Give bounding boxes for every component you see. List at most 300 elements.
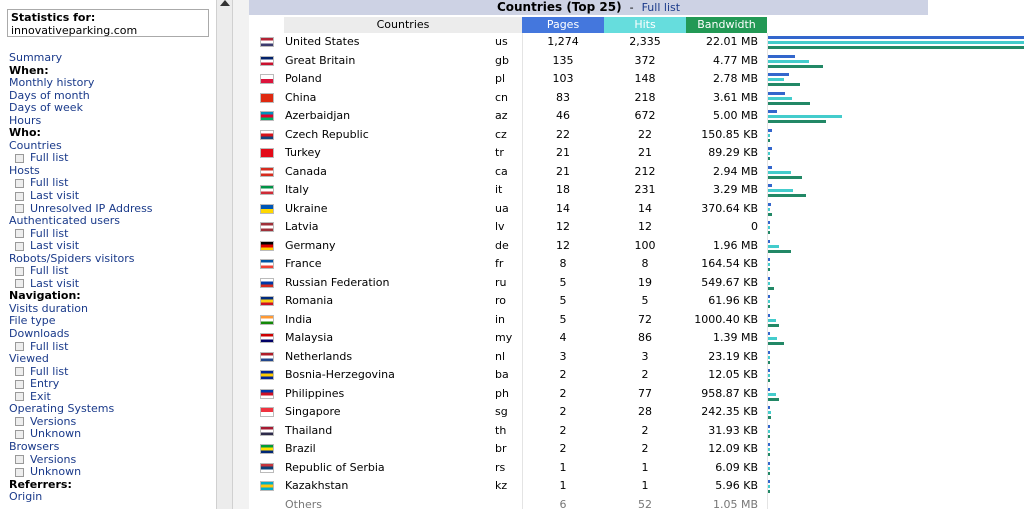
submenu-box-icon (15, 455, 24, 464)
sidebar-item-label: Who: (9, 126, 41, 139)
countries-title-bar (249, 0, 928, 15)
country-name: Russian Federation (285, 274, 389, 293)
bandwidth-value: 150.85 KB (686, 126, 758, 145)
bandwidth-value: 12.05 KB (686, 366, 758, 385)
pages-value: 1 (522, 459, 604, 478)
bandwidth-value: 22.01 MB (686, 33, 758, 52)
sidebar-item-label: Countries (9, 139, 62, 152)
usage-bars (768, 312, 1024, 329)
submenu-box-icon (15, 342, 24, 351)
table-header (249, 17, 1024, 33)
hits-value: 72 (604, 311, 686, 330)
table-row (249, 181, 1024, 200)
sidebar (0, 0, 216, 509)
table-row (249, 107, 1024, 126)
sidebar-item-label: Full list (30, 264, 68, 277)
sidebar-item-label: Versions (30, 453, 76, 466)
hits-bar (768, 226, 770, 229)
stats-for-box (7, 9, 209, 37)
flag-in-icon (260, 315, 274, 325)
usage-bars (768, 404, 1024, 421)
title-separator: - (630, 1, 634, 14)
table-row (249, 385, 1024, 404)
submenu-box-icon (15, 279, 24, 288)
usage-bars (768, 386, 1024, 403)
pages-bar (768, 166, 772, 169)
country-name: Canada (285, 163, 327, 182)
sidebar-item-label: Entry (30, 377, 59, 390)
sidebar-item-label: Full list (30, 340, 68, 353)
hits-bar (768, 485, 770, 488)
stats-for-label: Statistics for: (11, 11, 205, 24)
bandwidth-value: 6.09 KB (686, 459, 758, 478)
bandwidth-bar (768, 398, 779, 401)
bandwidth-bar (768, 65, 823, 68)
usage-bars (768, 275, 1024, 292)
hits-value: 19 (604, 274, 686, 293)
bandwidth-value: 12.09 KB (686, 440, 758, 459)
table-row (249, 200, 1024, 219)
submenu-box-icon (15, 179, 24, 188)
hits-bar (768, 448, 770, 451)
submenu-box-icon (15, 267, 24, 276)
bandwidth-bar (768, 102, 810, 105)
country-code: us (495, 33, 508, 52)
usage-bars (768, 164, 1024, 181)
country-name: United States (285, 33, 360, 52)
table-row (249, 255, 1024, 274)
bandwidth-bar (768, 157, 770, 160)
bandwidth-bar (768, 268, 770, 271)
hits-value: 1 (604, 459, 686, 478)
hits-bar (768, 115, 842, 118)
pages-bar (768, 73, 789, 76)
table-row (249, 329, 1024, 348)
hits-value: 672 (604, 107, 686, 126)
table-row (249, 440, 1024, 459)
country-code: ru (495, 274, 507, 293)
pages-bar (768, 406, 770, 409)
table-row (249, 274, 1024, 293)
country-code: ph (495, 385, 509, 404)
bandwidth-bar (768, 490, 770, 493)
hits-bar (768, 41, 1024, 44)
hits-value: 21 (604, 144, 686, 163)
country-code: pl (495, 70, 505, 89)
flag-my-icon (260, 333, 274, 343)
country-code: kz (495, 477, 507, 496)
flag-fr-icon (260, 259, 274, 269)
bandwidth-value: 549.67 KB (686, 274, 758, 293)
pages-value: 3 (522, 348, 604, 367)
submenu-box-icon (15, 468, 24, 477)
country-code: th (495, 422, 506, 441)
flag-sg-icon (260, 407, 274, 417)
bandwidth-bar (768, 453, 770, 456)
country-code: fr (495, 255, 503, 274)
hits-value: 2 (604, 440, 686, 459)
country-name: Republic of Serbia (285, 459, 385, 478)
bandwidth-bar (768, 342, 784, 345)
pages-value: 21 (522, 144, 604, 163)
flag-gb-icon (260, 56, 274, 66)
submenu-box-icon (15, 229, 24, 238)
hits-bar (768, 319, 776, 322)
bandwidth-value: 23.19 KB (686, 348, 758, 367)
bandwidth-bar (768, 435, 770, 438)
country-name: Malaysia (285, 329, 333, 348)
sidebar-item-label: Referrers: (9, 478, 72, 491)
country-code: cz (495, 126, 507, 145)
country-code: ua (495, 200, 509, 219)
usage-bars (768, 71, 1024, 88)
bandwidth-value: 242.35 KB (686, 403, 758, 422)
table-row (249, 403, 1024, 422)
bandwidth-value: 5.00 MB (686, 107, 758, 126)
pages-bar (768, 240, 770, 243)
table-row (249, 422, 1024, 441)
table-row (249, 237, 1024, 256)
submenu-box-icon (15, 367, 24, 376)
country-name: Netherlands (285, 348, 352, 367)
hits-bar (768, 411, 771, 414)
col-header-bandwidth: Bandwidth (686, 17, 767, 33)
hits-value: 12 (604, 218, 686, 237)
pages-bar (768, 203, 771, 206)
pages-bar (768, 443, 770, 446)
hits-value: 218 (604, 89, 686, 108)
bandwidth-bar (768, 139, 770, 142)
sidebar-item-label: Unresolved IP Address (30, 202, 153, 215)
bandwidth-value: 31.93 KB (686, 422, 758, 441)
country-name: Germany (285, 237, 336, 256)
pages-value: 103 (522, 70, 604, 89)
country-code: my (495, 329, 512, 348)
submenu-box-icon (15, 204, 24, 213)
usage-bars (768, 349, 1024, 366)
submenu-box-icon (15, 430, 24, 439)
hits-bar (768, 245, 779, 248)
flag-nl-icon (260, 352, 274, 362)
sidebar-item-label: Last visit (30, 189, 79, 202)
hits-value: 2 (604, 366, 686, 385)
hits-value: 231 (604, 181, 686, 200)
hits-bar (768, 263, 770, 266)
pages-value: 2 (522, 403, 604, 422)
hits-value: 28 (604, 403, 686, 422)
country-code: ro (495, 292, 506, 311)
country-name: Turkey (285, 144, 321, 163)
sidebar-item-label: Last visit (30, 239, 79, 252)
table-row-others (249, 496, 1024, 514)
usage-bars (768, 293, 1024, 310)
pages-value: 6 (522, 496, 604, 514)
pages-bar (768, 129, 772, 132)
country-name: Italy (285, 181, 309, 200)
country-name: Singapore (285, 403, 341, 422)
hits-value: 3 (604, 348, 686, 367)
pages-bar (768, 258, 770, 261)
country-code: rs (495, 459, 505, 478)
sidebar-item-label: File type (9, 314, 55, 327)
vertical-scrollbar[interactable] (216, 0, 233, 509)
pages-bar (768, 92, 785, 95)
flag-ru-icon (260, 278, 274, 288)
bandwidth-value: 1000.40 KB (686, 311, 758, 330)
usage-bars (768, 90, 1024, 107)
bandwidth-value: 4.77 MB (686, 52, 758, 71)
usage-bars (768, 34, 1024, 51)
flag-de-icon (260, 241, 274, 251)
country-code: tr (495, 144, 504, 163)
country-name: Great Britain (285, 52, 355, 71)
hits-bar (768, 356, 770, 359)
bandwidth-value: 3.61 MB (686, 89, 758, 108)
scroll-up-arrow-icon[interactable] (220, 0, 230, 6)
sidebar-item-label: Last visit (30, 277, 79, 290)
usage-bars (768, 460, 1024, 477)
country-name: Azerbaidjan (285, 107, 350, 126)
pages-value: 5 (522, 292, 604, 311)
hits-bar (768, 208, 770, 211)
usage-bars (768, 108, 1024, 125)
pages-value: 4 (522, 329, 604, 348)
pages-bar (768, 36, 1024, 39)
hits-value: 77 (604, 385, 686, 404)
pages-value: 5 (522, 274, 604, 293)
pages-bar (768, 295, 770, 298)
flag-rs-icon (260, 463, 274, 473)
usage-bars (768, 238, 1024, 255)
pages-value: 46 (522, 107, 604, 126)
sidebar-item-label: Versions (30, 415, 76, 428)
table-row (249, 477, 1024, 496)
bandwidth-bar (768, 231, 770, 234)
flag-kz-icon (260, 481, 274, 491)
country-name: Czech Republic (285, 126, 369, 145)
country-name: Brazil (285, 440, 316, 459)
country-code: ba (495, 366, 509, 385)
sidebar-item-label: Authenticated users (9, 214, 120, 227)
flag-ro-icon (260, 296, 274, 306)
col-header-hits: Hits (604, 17, 686, 33)
table-row (249, 89, 1024, 108)
sidebar-item-label: Viewed (9, 352, 49, 365)
bandwidth-value: 1.96 MB (686, 237, 758, 256)
hits-bar (768, 97, 792, 100)
country-name: Thailand (285, 422, 332, 441)
usage-bars (768, 330, 1024, 347)
pages-bar (768, 277, 770, 280)
country-name: Ukraine (285, 200, 327, 219)
bandwidth-value: 2.94 MB (686, 163, 758, 182)
hits-value: 2 (604, 422, 686, 441)
country-code: lv (495, 218, 505, 237)
flag-br-icon (260, 444, 274, 454)
country-name: Romania (285, 292, 333, 311)
country-code: cn (495, 89, 508, 108)
country-name: Poland (285, 70, 322, 89)
sidebar-item-label: Hosts (9, 164, 40, 177)
submenu-box-icon (15, 242, 24, 251)
flag-ph-icon (260, 389, 274, 399)
sidebar-item-label: Days of week (9, 101, 83, 114)
pages-value: 8 (522, 255, 604, 274)
sidebar-item-label: Visits duration (9, 302, 88, 315)
sidebar-item-label: Days of month (9, 89, 90, 102)
sidebar-item-label: Exit (30, 390, 51, 403)
country-name: Philippines (285, 385, 344, 404)
hits-value: 8 (604, 255, 686, 274)
hits-bar (768, 467, 770, 470)
sidebar-menu (9, 52, 214, 504)
table-row (249, 33, 1024, 52)
usage-bars (768, 145, 1024, 162)
sidebar-item-origin[interactable] (9, 491, 214, 504)
hits-bar (768, 60, 809, 63)
usage-bars (768, 201, 1024, 218)
bandwidth-value: 61.96 KB (686, 292, 758, 311)
col-header-pages: Pages (522, 17, 604, 33)
bandwidth-value: 1.39 MB (686, 329, 758, 348)
bandwidth-bar (768, 83, 800, 86)
hits-bar (768, 430, 770, 433)
bandwidth-bar (768, 305, 770, 308)
table-row (249, 292, 1024, 311)
bandwidth-bar (768, 361, 770, 364)
country-code: br (495, 440, 507, 459)
main-content (249, 0, 1024, 509)
pages-value: 21 (522, 163, 604, 182)
sidebar-item-label: Monthly history (9, 76, 94, 89)
pages-bar (768, 314, 770, 317)
sidebar-item-label: Full list (30, 151, 68, 164)
bandwidth-value: 2.78 MB (686, 70, 758, 89)
country-code: de (495, 237, 509, 256)
usage-bars (768, 441, 1024, 458)
bandwidth-bar (768, 324, 779, 327)
flag-tr-icon (260, 148, 274, 158)
country-name: Bosnia-Herzegovina (285, 366, 395, 385)
table-row (249, 459, 1024, 478)
bandwidth-bar (768, 194, 806, 197)
hits-bar (768, 171, 791, 174)
table-row (249, 311, 1024, 330)
hits-bar (768, 78, 784, 81)
table-row (249, 52, 1024, 71)
country-name: China (285, 89, 316, 108)
country-code: gb (495, 52, 509, 71)
pages-value: 1 (522, 477, 604, 496)
pages-bar (768, 369, 770, 372)
sidebar-item-label: Origin (9, 490, 42, 503)
pages-bar (768, 388, 770, 391)
frame-gutter (233, 0, 249, 509)
table-row (249, 348, 1024, 367)
hits-bar (768, 134, 770, 137)
table-row (249, 366, 1024, 385)
usage-bars (768, 182, 1024, 199)
hits-value: 22 (604, 126, 686, 145)
country-code: it (495, 181, 502, 200)
bandwidth-value: 0 (686, 218, 758, 237)
hits-value: 372 (604, 52, 686, 71)
hits-bar (768, 337, 777, 340)
flag-lv-icon (260, 222, 274, 232)
sidebar-item-label: Unknown (30, 427, 81, 440)
pages-bar (768, 147, 772, 150)
hits-value: 148 (604, 70, 686, 89)
bandwidth-value: 958.87 KB (686, 385, 758, 404)
table-row (249, 70, 1024, 89)
sidebar-item-label: Full list (30, 365, 68, 378)
pages-bar (768, 221, 770, 224)
sidebar-item-label: Unknown (30, 465, 81, 478)
usage-bars (768, 367, 1024, 384)
hits-value: 2,335 (604, 33, 686, 52)
sidebar-item-label: Full list (30, 176, 68, 189)
bandwidth-bar (768, 120, 826, 123)
usage-bars (768, 478, 1024, 495)
bandwidth-value: 5.96 KB (686, 477, 758, 496)
bandwidth-bar (768, 250, 791, 253)
country-code: ca (495, 163, 508, 182)
flag-it-icon (260, 185, 274, 195)
full-list-link[interactable]: Full list (642, 1, 680, 14)
flag-az-icon (260, 111, 274, 121)
sidebar-item-label: Full list (30, 227, 68, 240)
bandwidth-bar (768, 472, 770, 475)
country-name: India (285, 311, 312, 330)
sidebar-item-label: When: (9, 64, 49, 77)
pages-value: 12 (522, 237, 604, 256)
pages-value: 18 (522, 181, 604, 200)
bandwidth-bar (768, 176, 802, 179)
country-name: Kazakhstan (285, 477, 348, 496)
hits-value: 212 (604, 163, 686, 182)
country-code: az (495, 107, 508, 126)
hits-bar (768, 374, 770, 377)
pages-bar (768, 332, 770, 335)
sidebar-item-label: Robots/Spiders visitors (9, 252, 135, 265)
pages-value: 22 (522, 126, 604, 145)
hits-bar (768, 152, 770, 155)
sidebar-item-label: Downloads (9, 327, 69, 340)
sidebar-item-label: Browsers (9, 440, 59, 453)
pages-bar (768, 425, 770, 428)
pages-bar (768, 480, 770, 483)
flag-pl-icon (260, 74, 274, 84)
hits-bar (768, 300, 770, 303)
pages-value: 135 (522, 52, 604, 71)
country-name: France (285, 255, 322, 274)
bandwidth-bar (768, 213, 772, 216)
countries-table (249, 33, 1024, 514)
submenu-box-icon (15, 192, 24, 201)
pages-value: 2 (522, 422, 604, 441)
countries-title: Countries (Top 25) (497, 0, 622, 14)
country-code: nl (495, 348, 505, 367)
hits-value: 100 (604, 237, 686, 256)
pages-value: 14 (522, 200, 604, 219)
pages-value: 83 (522, 89, 604, 108)
submenu-box-icon (15, 392, 24, 401)
bandwidth-bar (768, 46, 1024, 49)
usage-bars (768, 256, 1024, 273)
sidebar-item-label: Navigation: (9, 289, 81, 302)
hits-value: 52 (604, 496, 686, 514)
country-name: Latvia (285, 218, 319, 237)
